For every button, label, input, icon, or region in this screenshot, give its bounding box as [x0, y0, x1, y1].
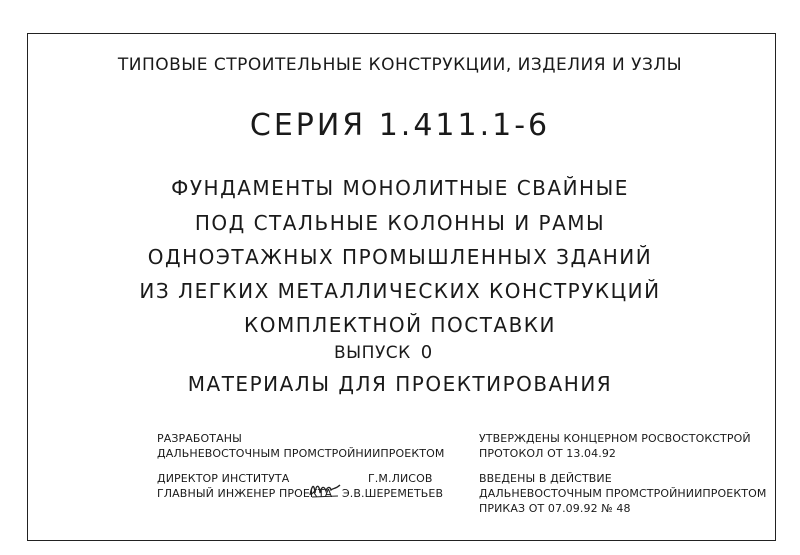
introduced-label: ВВЕДЕНЫ В ДЕЙСТВИЕ: [479, 472, 612, 485]
issue-label-row: [334, 342, 433, 363]
title-line-5: КОМПЛЕКТНОЙ ПОСТАВКИ: [244, 313, 556, 337]
signature-mark: [308, 479, 342, 499]
order-number: ПРИКАЗ ОТ 07.09.92 № 48: [479, 502, 631, 515]
title-line-3: ОДНОЭТАЖНЫХ ПРОМЫШЛЕННЫХ ЗДАНИЙ: [147, 245, 653, 269]
director-name: Г.М.ЛИСОВ: [368, 472, 433, 485]
issue-name: МАТЕРИАЛЫ ДЛЯ ПРОЕКТИРОВАНИЯ: [187, 372, 613, 396]
header-subtitle: ТИПОВЫЕ СТРОИТЕЛЬНЫЕ КОНСТРУКЦИИ, ИЗДЕЛИЯ И УЗЛЫ: [117, 55, 683, 75]
title-line-4: ИЗ ЛЕГКИХ МЕТАЛЛИЧЕСКИХ КОНСТРУКЦИЙ: [139, 279, 661, 303]
title-line-1: ФУНДАМЕНТЫ МОНОЛИТНЫЕ СВАЙНЫЕ: [171, 176, 629, 200]
issue-label: ВЫПУСК: [334, 343, 411, 363]
approved-by: УТВЕРЖДЕНЫ КОНЦЕРНОМ РОСВОСТОКСТРОЙ: [479, 432, 751, 445]
protocol-date: ПРОТОКОЛ ОТ 13.04.92: [479, 447, 617, 460]
issue-number: 0: [420, 342, 433, 363]
chief-engineer-label: ГЛАВНЫЙ ИНЖЕНЕР ПРОЕКТА: [157, 487, 333, 500]
director-label: ДИРЕКТОР ИНСТИТУТА: [157, 472, 290, 485]
chief-engineer-name: Э.В.ШЕРЕМЕТЬЕВ: [342, 487, 444, 500]
developed-label: РАЗРАБОТАНЫ: [157, 432, 242, 445]
series-number: СЕРИЯ 1.411.1-6: [249, 108, 551, 143]
developed-org: ДАЛЬНЕВОСТОЧНЫМ ПРОМСТРОЙНИИПРОЕКТОМ: [157, 447, 445, 460]
title-line-2: ПОД СТАЛЬНЫЕ КОЛОННЫ И РАМЫ: [194, 211, 606, 235]
introduced-org: ДАЛЬНЕВОСТОЧНЫМ ПРОМСТРОЙНИИПРОЕКТОМ: [479, 487, 767, 500]
